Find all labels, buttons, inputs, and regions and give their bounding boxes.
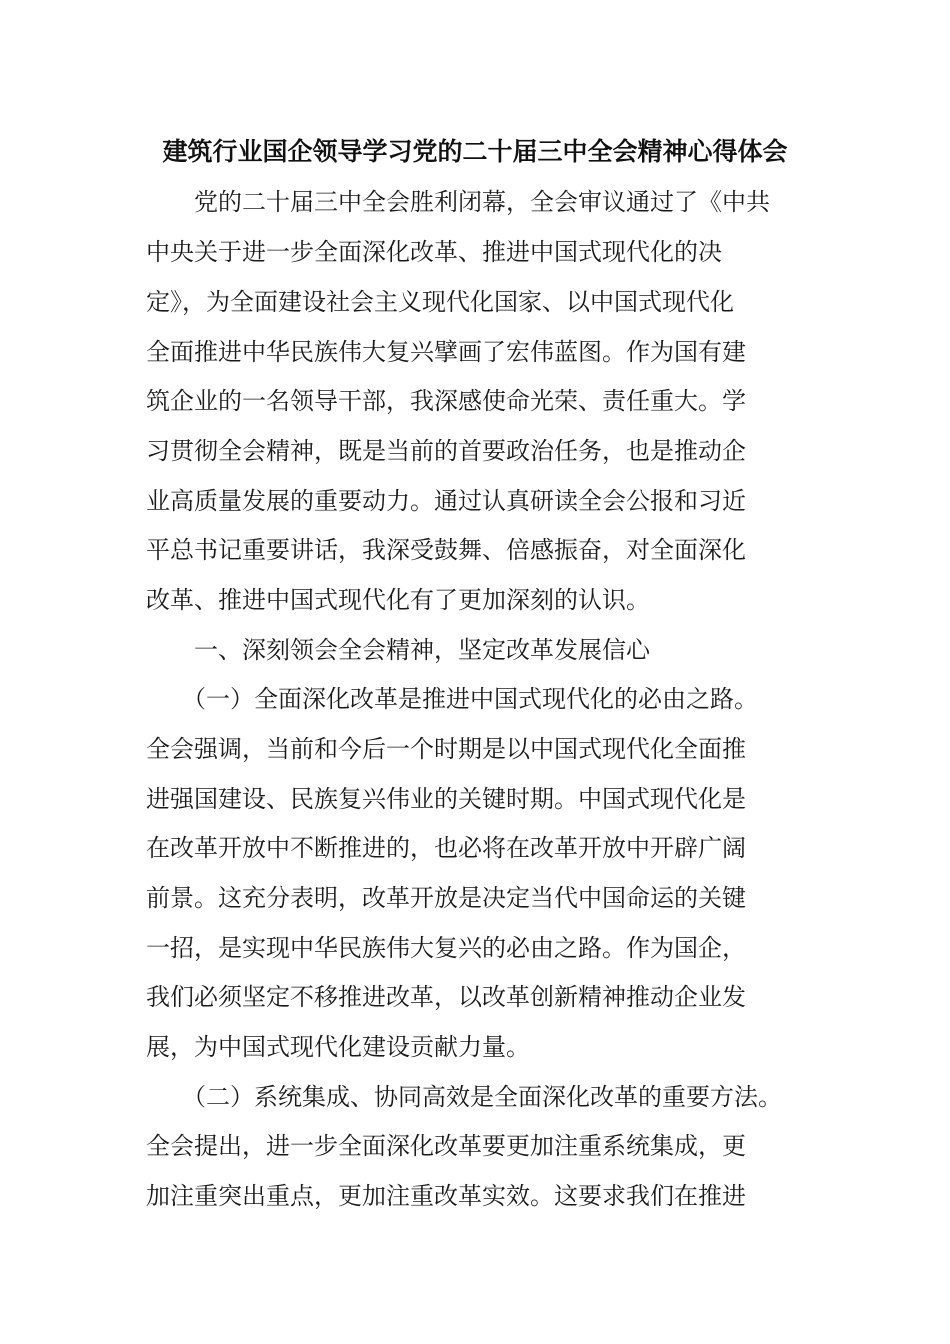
section-heading: 一、深刻领会全会精神，坚定改革发展信心 [146,636,650,664]
text-line: 进强国建设、民族复兴伟业的关键时期。中国式现代化是 [146,785,746,813]
text-line: 习贯彻全会精神，既是当前的首要政治任务，也是推动企 [146,437,746,465]
text-line: 定》，为全面建设社会主义现代化国家、以中国式现代化 [146,288,734,316]
text-line: 业高质量发展的重要动力。通过认真研读全会公报和习近 [146,487,746,515]
text-line: 一招，是实现中华民族伟大复兴的必由之路。作为国企， [146,934,746,962]
subsection-heading: （二）系统集成、协同高效是全面深化改革的重要方法。 [146,1083,782,1111]
subsection-heading: （一）全面深化改革是推进中国式现代化的必由之路。 [146,685,758,713]
text-line: 在改革开放中不断推进的，也必将在改革开放中开辟广阔 [146,834,746,862]
document-title: 建筑行业国企领导学习党的二十届三中全会精神心得体会 [162,137,788,166]
text-line: 改革、推进中国式现代化有了更加深刻的认识。 [146,586,650,614]
text-line: 加注重突出重点，更加注重改革实效。这要求我们在推进 [146,1182,746,1210]
text-line: 平总书记重要讲话，我深受鼓舞、倍感振奋，对全面深化 [146,536,746,564]
text-line: 前景。这充分表明，改革开放是决定当代中国命运的关键 [146,884,746,912]
text-line: 我们必须坚定不移推进改革，以改革创新精神推动企业发 [146,983,746,1011]
text-line: 全会强调，当前和今后一个时期是以中国式现代化全面推 [146,735,746,763]
text-line: 筑企业的一名领导干部，我深感使命光荣、责任重大。学 [146,387,746,415]
text-line: 全会提出，进一步全面深化改革要更加注重系统集成，更 [146,1132,746,1160]
text-line: 中央关于进一步全面深化改革、推进中国式现代化的决 [146,238,722,266]
text-line: 展，为中国式现代化建设贡献力量。 [146,1033,530,1061]
text-line: 全面推进中华民族伟大复兴擘画了宏伟蓝图。作为国有建 [146,338,746,366]
text-line: 党的二十届三中全会胜利闭幕，全会审议通过了《中共 [146,188,770,216]
